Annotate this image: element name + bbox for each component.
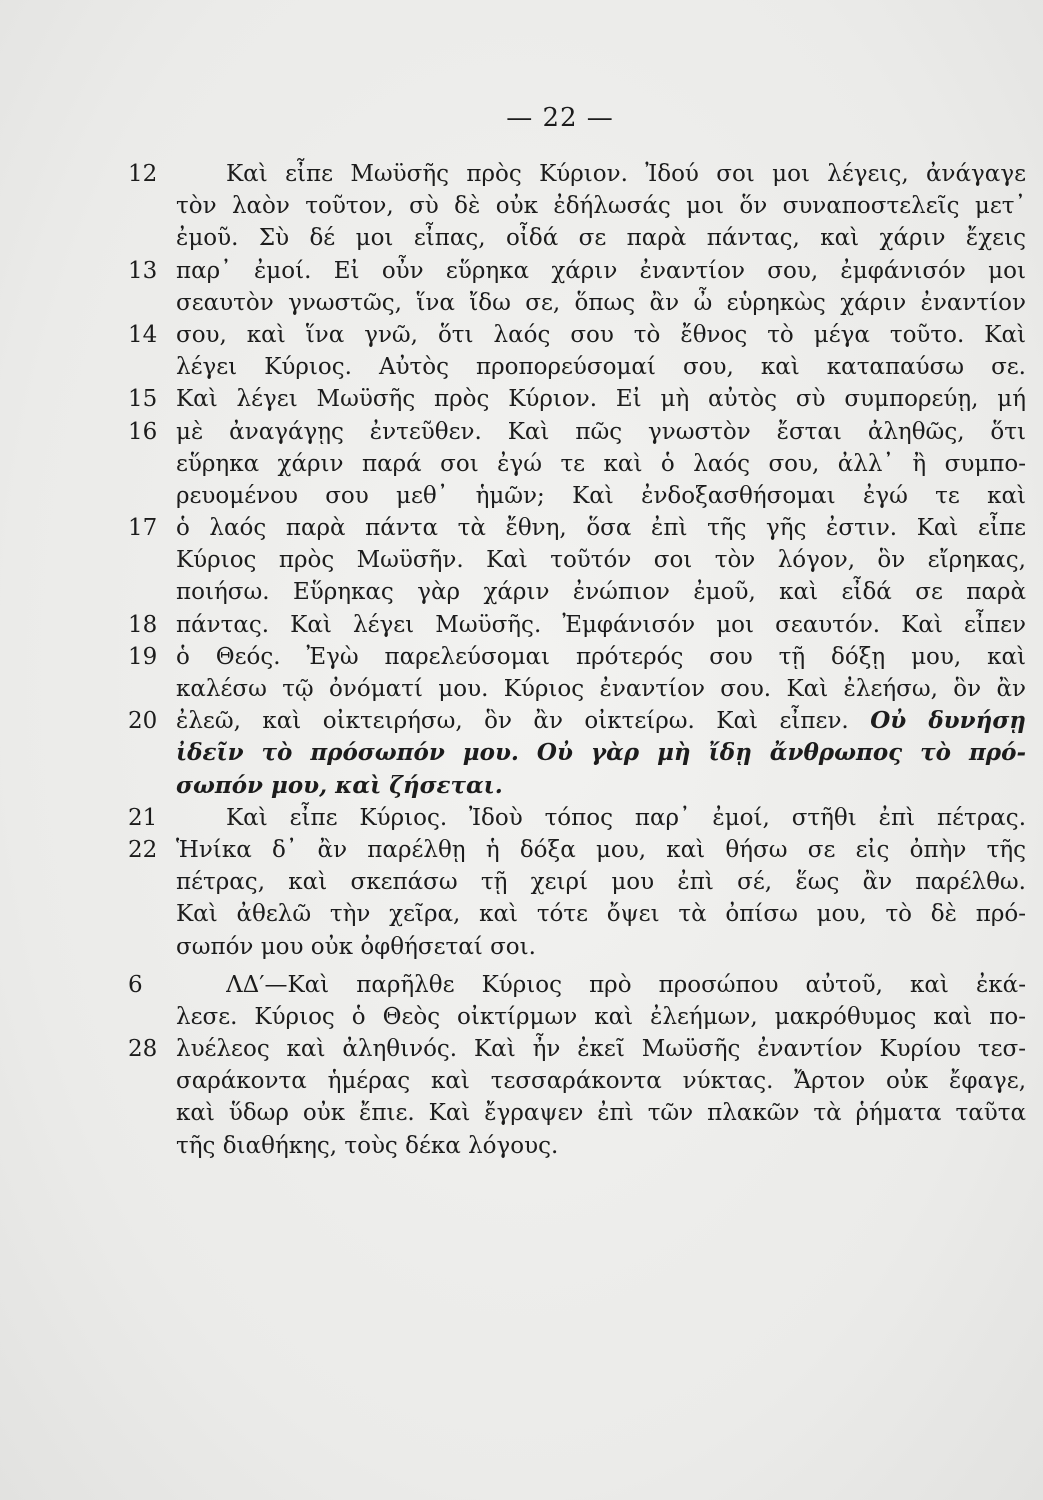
verse-number: 19 <box>128 643 158 670</box>
verse-number: 16 <box>128 418 158 445</box>
text-line <box>128 802 1026 834</box>
line-text: ΛΔ′—Καὶ παρῆλθε Κύριος πρὸ προσώπου αὐτοῦ, καὶ ἐκά- <box>226 971 1026 998</box>
verse-text-block <box>128 158 1026 1162</box>
text-line <box>128 1001 1026 1033</box>
line-text-emphasis: Οὐ δυνήσῃ <box>870 707 1026 735</box>
line-text: καὶ ὕδωρ οὐκ ἔπιε. Καὶ ἔγραψεν ἐπὶ τῶν πλακῶν τὰ ῥήματα ταῦτα <box>176 1100 1026 1127</box>
text-line <box>128 576 1026 608</box>
line-text <box>176 705 1026 737</box>
verse-number: 15 <box>128 386 158 413</box>
text-line <box>128 705 1026 737</box>
text-line <box>128 222 1026 254</box>
verse-number: 18 <box>128 611 158 638</box>
text-line <box>128 834 1026 866</box>
text-line <box>128 448 1026 480</box>
text-line <box>128 673 1026 705</box>
line-text: τὸν λαὸν τοῦτον, σὺ δὲ οὐκ ἐδήλωσάς μοι ὅν συναποστελεῖς μετ᾽ <box>176 193 1026 220</box>
line-text: πάντας. Καὶ λέγει Μωϋσῆς. Ἐμφάνισόν μοι σεαυτόν. Καὶ εἶπεν <box>176 611 1026 638</box>
text-line <box>128 770 1026 802</box>
line-text: σαράκοντα ἡμέρας καὶ τεσσαράκοντα νύκτας. Ἄρτον οὐκ ἔφαγε, <box>176 1068 1026 1095</box>
line-text: καλέσω τῷ ὀνόματί μου. Κύριος ἐναντίον σου. Καὶ ἐλεήσω, ὃν ἂν <box>176 676 1026 702</box>
verse-number: 13 <box>128 257 158 284</box>
verse-number: 6 <box>128 971 143 998</box>
text-line <box>128 641 1026 673</box>
line-text: Καὶ λέγει Μωϋσῆς πρὸς Κύριον. Εἰ μὴ αὐτὸς σὺ συμπορεύῃ, μή <box>176 386 1026 413</box>
line-text: μὲ ἀναγάγῃς ἐντεῦθεν. Καὶ πῶς γνωστὸν ἔσται ἀληθῶς, ὅτι <box>176 418 1026 445</box>
line-text: σεαυτὸν γνωστῶς, ἵνα ἴδω σε, ὅπως ἂν ὦ εὑρηκὼς χάριν ἐναντίον <box>176 289 1026 316</box>
text-line <box>128 898 1026 930</box>
line-text: ἰδεῖν τὸ πρόσωπόν μου. Οὐ γὰρ μὴ ἴδῃ ἄνθρωπος τὸ πρό- <box>176 739 1026 767</box>
line-text-plain: ἐλεῶ, καὶ οἰκτειρήσω, ὃν ἂν οἰκτείρω. Καὶ εἶπεν. <box>176 708 849 735</box>
line-text: ρευομένου σου μεθ᾽ ἡμῶν; Καὶ ἐνδοξασθήσομαι ἐγώ τε καὶ <box>176 482 1026 509</box>
line-text: λέγει Κύριος. Αὐτὸς προπορεύσομαί σου, καὶ καταπαύσω σε. <box>176 354 1026 381</box>
text-line <box>128 969 1026 1001</box>
text-line <box>128 1130 1026 1162</box>
text-line <box>128 1097 1026 1129</box>
line-text: ὁ λαός παρὰ πάντα τὰ ἔθνη, ὅσα ἐπὶ τῆς γῆς ἐστιν. Καὶ εἶπε <box>176 515 1026 542</box>
line-text: παρ᾽ ἐμοί. Εἰ οὖν εὕρηκα χάριν ἐναντίον σου, ἐμφάνισόν μοι <box>176 257 1026 284</box>
text-line <box>128 190 1026 222</box>
text-line <box>128 351 1026 383</box>
text-line <box>128 158 1026 190</box>
text-line <box>128 931 1026 963</box>
text-line <box>128 287 1026 319</box>
verse-number: 20 <box>128 708 158 735</box>
text-line <box>128 319 1026 351</box>
verse-number: 14 <box>128 321 158 348</box>
line-text: σου, καὶ ἵνα γνῶ, ὅτι λαός σου τὸ ἔθνος τὸ μέγα τοῦτο. Καὶ <box>176 321 1026 348</box>
text-line <box>128 1065 1026 1097</box>
line-text: Ἡνίκα δ᾽ ἂν παρέλθῃ ἡ δόξα μου, καὶ θήσω σε εἰς ὀπὴν τῆς <box>176 836 1026 863</box>
line-text: πέτρας, καὶ σκεπάσω τῇ χειρί μου ἐπὶ σέ, ἕως ἂν παρέλθω. <box>176 869 1026 896</box>
text-line <box>128 255 1026 287</box>
line-text: σωπόν μου, καὶ ζήσεται. <box>176 771 503 799</box>
line-text: ἐμοῦ. Σὺ δέ μοι εἶπας, οἶδά σε παρὰ πάντας, καὶ χάριν ἔχεις <box>176 225 1026 252</box>
verse-number: 17 <box>128 515 158 542</box>
verse-number: 28 <box>128 1036 158 1063</box>
line-text: Καὶ εἶπε Μωϋσῆς πρὸς Κύριον. Ἰδού σοι μοι λέγεις, ἀνάγαγε <box>226 161 1026 187</box>
text-line <box>128 866 1026 898</box>
line-text: Καὶ εἶπε Κύριος. Ἰδοὺ τόπος παρ᾽ ἐμοί, στῆθι ἐπὶ πέτρας. <box>226 804 1026 831</box>
line-text: λεσε. Κύριος ὁ Θεὸς οἰκτίρμων καὶ ἐλεήμων, μακρόθυμος καὶ πο- <box>176 1003 1026 1030</box>
verse-number: 12 <box>128 161 158 187</box>
line-text: εὕρηκα χάριν παρά σοι ἐγώ τε καὶ ὁ λαός σου, ἀλλ᾽ ἢ συμπο- <box>176 450 1026 477</box>
text-line <box>128 512 1026 544</box>
line-text: Καὶ ἀθελῶ τὴν χεῖρα, καὶ τότε ὄψει τὰ ὀπίσω μου, τὸ δὲ πρό- <box>176 901 1026 928</box>
verse-number: 21 <box>128 804 158 831</box>
text-line <box>128 383 1026 415</box>
text-line <box>128 480 1026 512</box>
text-line <box>128 1033 1026 1065</box>
line-text: Κύριος πρὸς Μωϋσῆν. Καὶ τοῦτόν σοι τὸν λόγον, ὃν εἴρηκας, <box>176 547 1026 574</box>
line-text: σωπόν μου οὐκ ὀφθήσεταί σοι. <box>176 933 536 960</box>
line-text: ὁ Θεός. Ἐγὼ παρελεύσομαι πρότερός σου τῇ δόξῃ μου, καὶ <box>176 643 1026 670</box>
line-text: λυέλεος καὶ ἀληθινός. Καὶ ἦν ἐκεῖ Μωϋσῆς ἐναντίον Κυρίου τεσ- <box>176 1036 1026 1063</box>
line-text: ποιήσω. Εὕρηκας γὰρ χάριν ἐνώπιον ἐμοῦ, καὶ εἶδά σε παρὰ <box>176 579 1026 606</box>
text-line <box>128 416 1026 448</box>
text-line <box>128 609 1026 641</box>
verse-number: 22 <box>128 836 158 863</box>
page-number: — 22 — <box>506 103 614 133</box>
text-line <box>128 737 1026 769</box>
line-text: τῆς διαθήκης, τοὺς δέκα λόγους. <box>176 1132 559 1159</box>
text-line <box>128 544 1026 576</box>
